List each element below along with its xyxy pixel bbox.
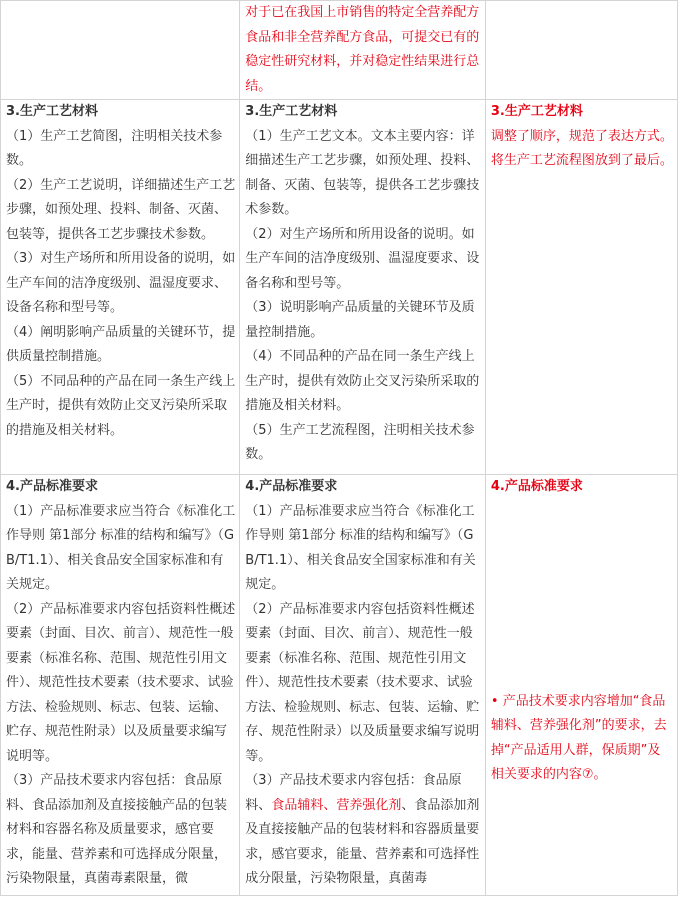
cell-heading: 4.产品标准要求 xyxy=(6,479,98,494)
cell-old-standard xyxy=(1,475,240,896)
spacer xyxy=(491,500,673,690)
table-row-production xyxy=(1,100,678,475)
item-text: （3）产品技术要求内容包括：食品原料、 xyxy=(245,773,462,813)
cell-new-standard xyxy=(240,475,486,896)
list-item xyxy=(245,769,481,892)
cell-new-production xyxy=(240,100,486,475)
list-item: （3）说明影响产品质量的关键环节及质量控制措施。 xyxy=(245,300,475,340)
item-text: 、食品添加剂及直接接触产品的包装材料和容器质量要求，感官要求，能量、营养素和可选择性成分限量，污染物限量，真菌毒 xyxy=(245,797,480,886)
list-item: （2）生产工艺说明，详细描述生产工艺步骤，如预处理、投料、制备、灭菌、包装等，提供各工艺步骤技术参数。 xyxy=(6,177,236,242)
list-item: （1）产品标准要求应当符合《标准化工作导则 第1部分 标准的结构和编写》（GB/T1.1）、相关食品安全国家标准和有关规定。 xyxy=(6,503,236,592)
list-item: （3）产品技术要求内容包括：食品原料、食品添加剂及直接接触产品的包装材料和容器名称及质量要求，感官要求，能量、营养素和可选择成分限量，污染物限量，真菌毒素限量，微 xyxy=(6,773,228,886)
cell-old-production xyxy=(1,100,240,475)
note-text: • 产品技术要求内容增加“食品辅料、营养强化剂”的要求，去掉“产品适用人群，保质期”及相关要求的内容⑦。 xyxy=(490,693,667,782)
cell-heading: 3.生产工艺材料 xyxy=(245,104,338,119)
cell-new-stability: 对于已在我国上市销售的特定全营养配方食品和非全营养配方食品，可提交已有的稳定性研究材料，并对稳定性结果进行总结。 xyxy=(240,1,486,100)
list-item: （1）生产工艺简图，注明相关技术参数。 xyxy=(6,128,223,168)
cell-heading: 4.产品标准要求 xyxy=(245,479,338,494)
list-item: （1）生产工艺文本。文本主要内容：详细描述生产工艺步骤，如预处理、投料、制备、灭菌、包装等，提供各工艺步骤技术参数。 xyxy=(245,128,480,217)
highlighted-text: 食品辅料、营养强化剂 xyxy=(271,797,402,813)
list-item: （4）阐明影响产品质量的关键环节，提供质量控制措施。 xyxy=(6,324,236,364)
list-item: （2）对生产场所和所用设备的说明。如生产车间的洁净度级别、温湿度要求、设备名称和型号等。 xyxy=(245,226,480,291)
cell-heading: 4.产品标准要求 xyxy=(490,479,583,494)
list-item: （5）生产工艺流程图，注明相关技术参数。 xyxy=(245,422,475,462)
list-item: （3）对生产场所和所用设备的说明，如生产车间的洁净度级别、温湿度要求、设备名称和型号等。 xyxy=(6,251,236,315)
table-row-stability xyxy=(1,1,678,100)
cell-note-production xyxy=(485,100,677,475)
cell-note-standard xyxy=(485,475,677,896)
list-item: （2）产品标准要求内容包括资料性概述要素（封面、目次、前言）、规范性一般要素（标准名称、范围、规范性引用文件）、规范性技术要素（技术要求、试验方法、检验规则、标志、包装、运输、贮存、规范性附录）以及质量要求编写说明等。 xyxy=(6,601,236,764)
note-text: 调整了顺序，规范了表达方式。将生产工艺流程图放到了最后。 xyxy=(490,128,673,168)
cell-note-stability xyxy=(485,1,677,100)
list-item: （1）产品标准要求应当符合《标准化工作导则 第1部分 标准的结构和编写》（GB/T1.1）、相关食品安全国家标准和有关规定。 xyxy=(245,503,476,592)
cell-old-stability xyxy=(1,1,240,100)
cell-heading: 3.生产工艺材料 xyxy=(490,104,583,119)
cell-heading: 3.生产工艺材料 xyxy=(6,104,98,119)
table-row-standard xyxy=(1,475,678,896)
list-item: （2）产品标准要求内容包括资料性概述要素（封面、目次、前言）、规范性一般要素（标准名称、范围、规范性引用文件）、规范性技术要素（技术要求、试验方法、检验规则、标志、包装、运输、贮存、规范性附录）以及质量要求编写说明等。 xyxy=(245,601,480,764)
list-item: （4）不同品种的产品在同一条生产线上生产时，提供有效防止交叉污染所采取的措施及相关材料。 xyxy=(245,349,480,413)
list-item: （5）不同品种的产品在同一条生产线上生产时，提供有效防止交叉污染所采取的措施及相关材料。 xyxy=(6,373,236,438)
